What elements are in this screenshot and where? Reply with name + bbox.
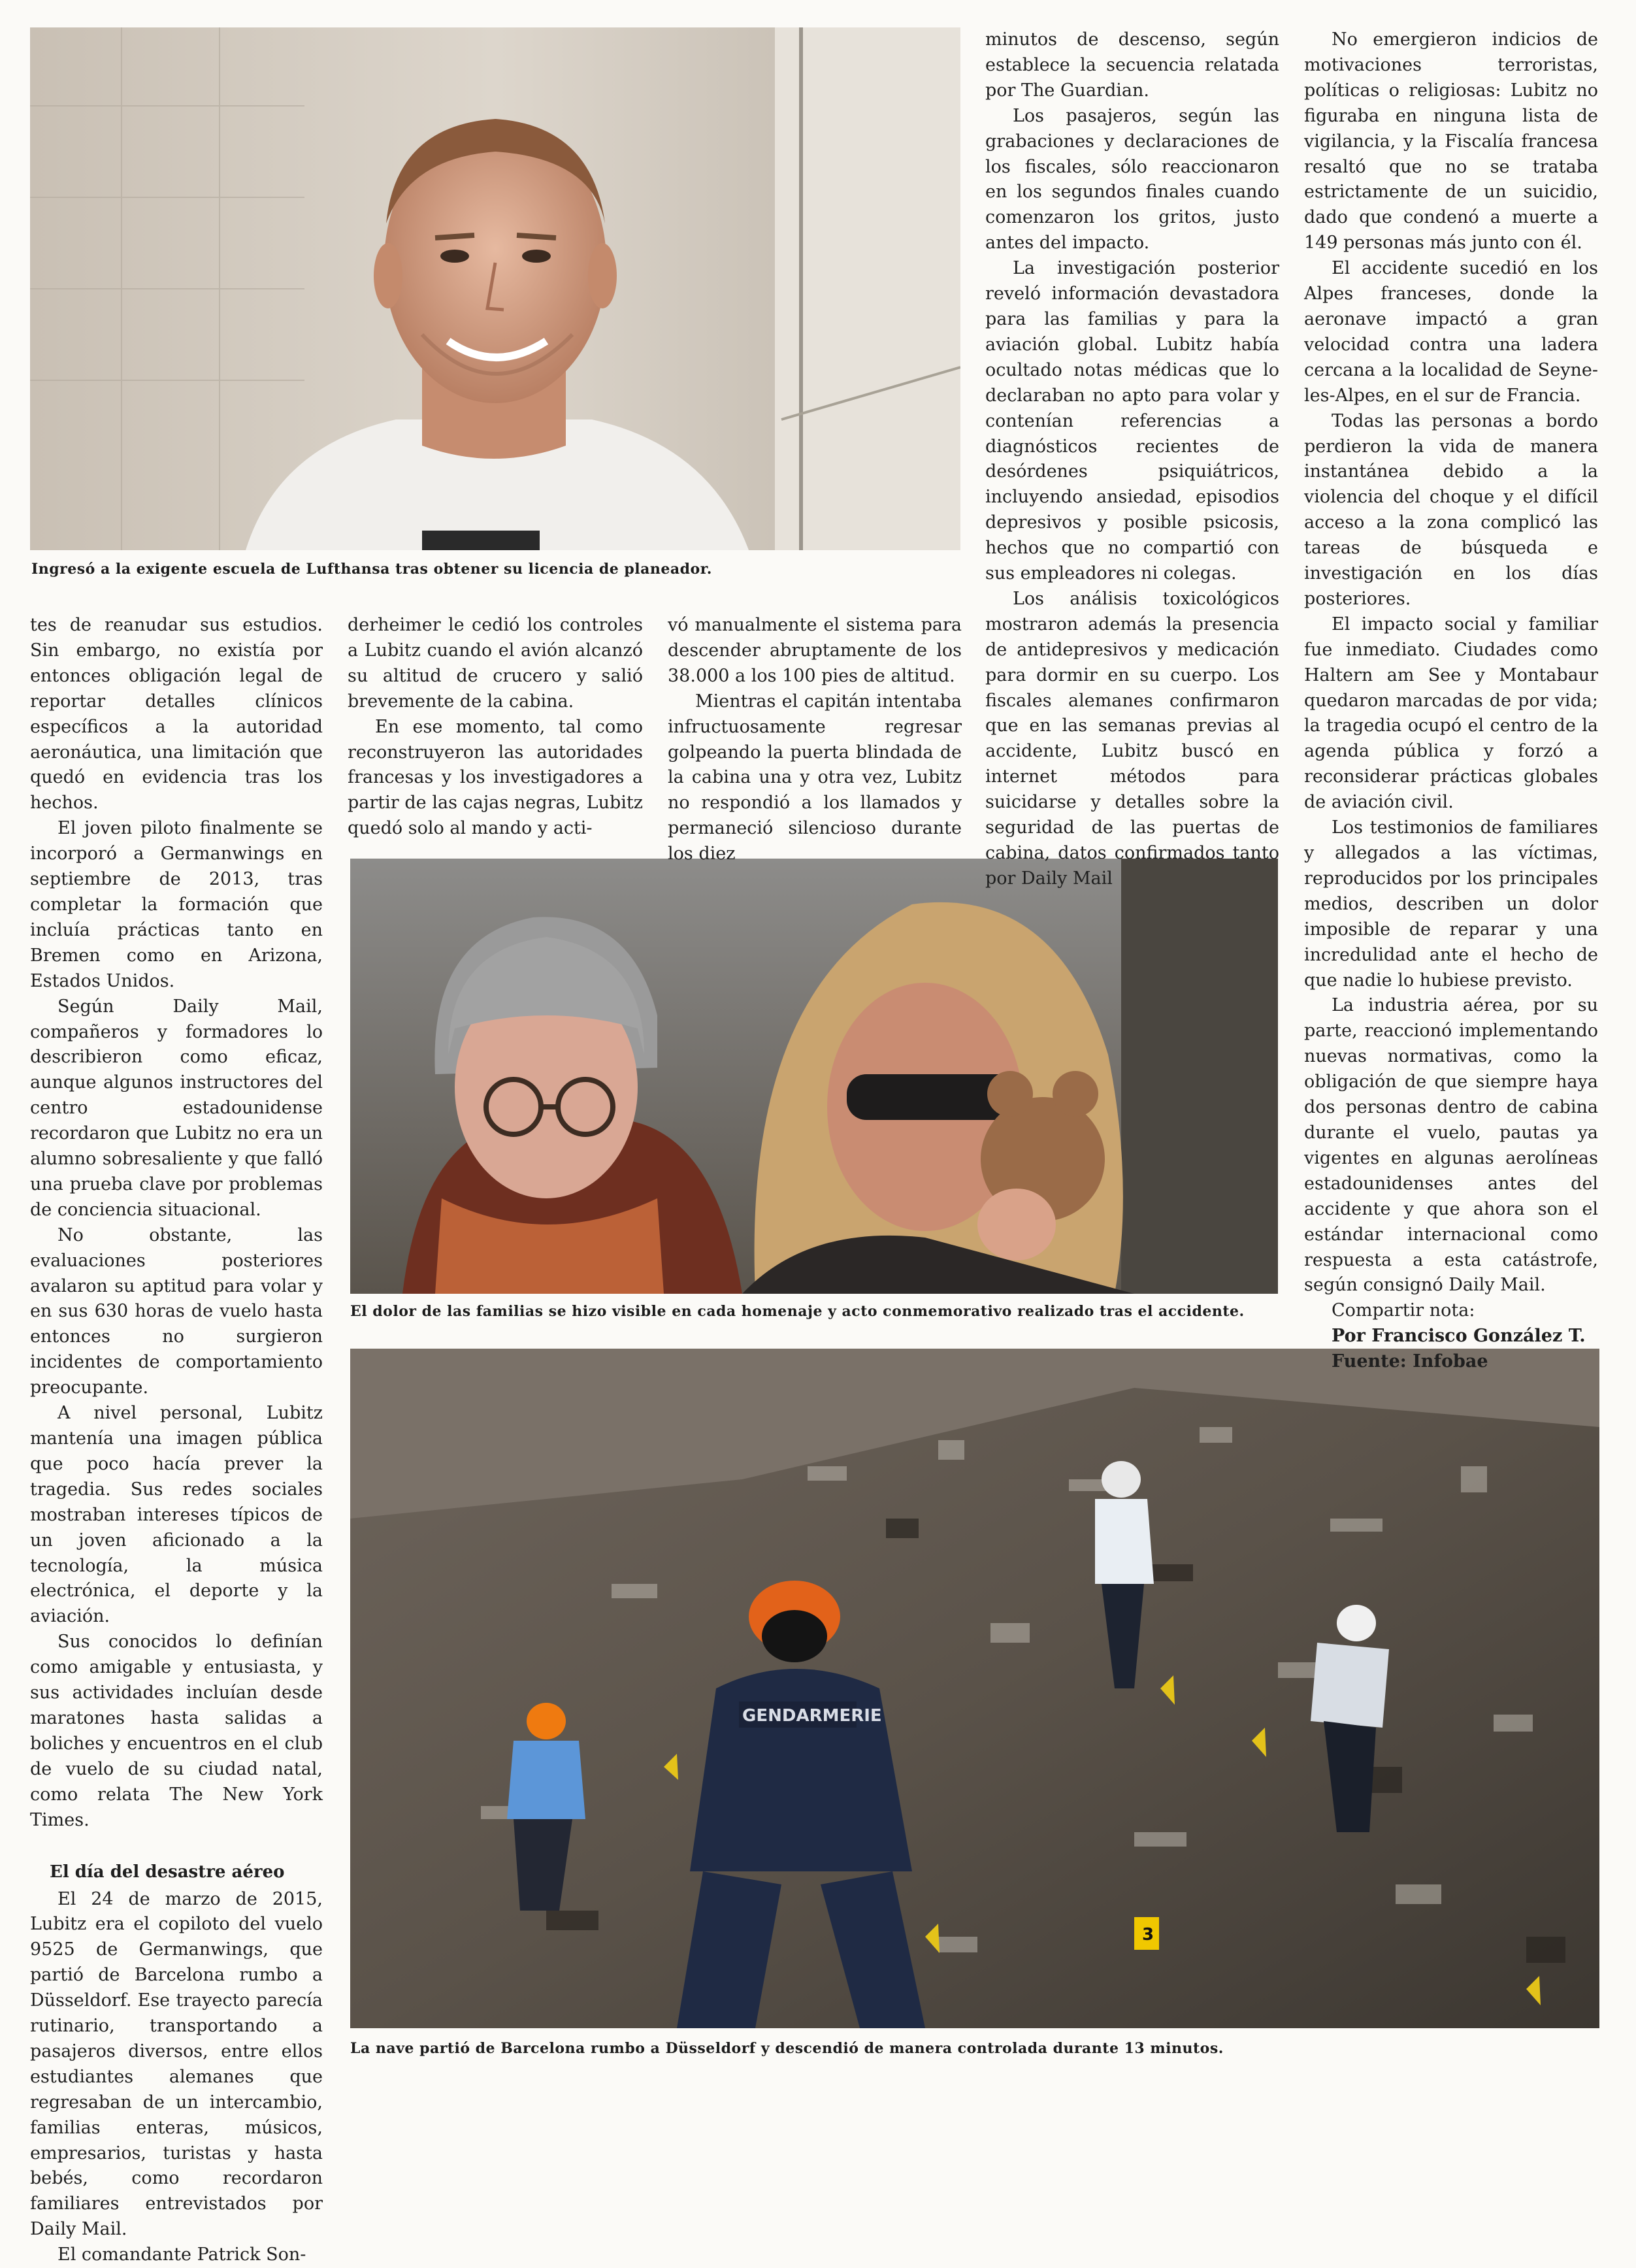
source-credit: Fuente: Infobae xyxy=(1332,1351,1488,1372)
photo-crash-site-caption: La nave partió de Barcelona rumbo a Düsseldorf y descendió de manera controlada durante 13 minutos. xyxy=(350,2040,1224,2057)
photo-portrait xyxy=(30,27,960,550)
paragraph: La investigación posterior reveló información devastadora para las familias y para la aviación global. Lubitz había ocultado notas médicas que lo declaraban no apto para volar y contenían referencias a diagnósticos recientes de desórdenes psiquiátricos, incluyendo ansiedad, episodios depresivos y posible psicosis, hechos que no compartió con sus empleadores ni colegas. xyxy=(985,258,1279,584)
paragraph: En ese momento, tal como reconstruyeron las autoridades francesas y los investigadores a partir de las cajas negras, Lubitz quedó solo al mando y acti- xyxy=(348,716,643,839)
gendarmerie-label: GENDARMERIE xyxy=(742,1706,882,1726)
paragraph: El 24 de marzo de 2015, Lubitz era el copiloto del vuelo 9525 de Germanwings, que partió de Barcelona rumbo a Düsseldorf. Ese trayecto parecía rutinario, transportando a pasajeros diversos, entre ellos estudiantes alemanes que regresaban de un intercambio, familias enteras, músicos, empresarios, turistas y hasta bebés, como recordaron familiares entrevistados por Daily Mail. xyxy=(30,1888,323,2240)
paragraph: Mientras el capitán intentaba infructuosamente regresar golpeando la puerta blindada de la cabina una y otra vez, Lubitz no respondió a los llamados y permaneció silencioso durante los diez xyxy=(668,691,962,864)
paragraph: No emergieron indicios de motivaciones terroristas, políticas o religiosas: Lubitz no figuraba en ninguna lista de vigilancia, y la Fiscalía francesa resaltó que no se trataba estrictamente de un suicidio, dado que condenó a muerte a 149 personas más junto con él. xyxy=(1304,29,1598,254)
paragraph: No obstante, las evaluaciones posteriores avalaron su aptitud para volar y en sus 630 horas de vuelo hasta entonces no surgieron incidentes de comportamiento preocupante. xyxy=(30,1224,323,1398)
photo-mourners xyxy=(350,859,1278,1294)
photo-mourners-caption: El dolor de las familias se hizo visible en cada homenaje y acto conmemorativo realizado tras el accidente. xyxy=(350,1303,1245,1320)
paragraph: vó manualmente el sistema para descender abruptamente de los 38.000 a los 100 pies de altitud. xyxy=(668,615,962,686)
article-column-3 xyxy=(668,613,962,867)
paragraph: El comandante Patrick Son- xyxy=(57,2244,306,2265)
paragraph: minutos de descenso, según establece la secuencia relatada por The Guardian. xyxy=(985,29,1279,101)
article-column-5 xyxy=(1304,27,1598,1375)
paragraph: A nivel personal, Lubitz mantenía una imagen pública que poco hacía prever la tragedia. Sus redes sociales mostraban intereses típicos de un joven aficionado a la tecnología, la música electrónica, el deporte y la aviación. xyxy=(30,1403,323,1627)
paragraph: Sus conocidos lo definían como amigable y entusiasta, y sus actividades incluían desde maratones hasta salidas a boliches y encuentros en el club de vuelo de su ciudad natal, como relata The New York Times. xyxy=(30,1632,323,1830)
section-heading: El día del desastre aéreo xyxy=(50,1862,285,1882)
photo-portrait-caption: Ingresó a la exigente escuela de Lufthansa tras obtener su licencia de planeador. xyxy=(31,561,712,578)
share-label[interactable]: Compartir nota: xyxy=(1332,1300,1475,1321)
paragraph: El accidente sucedió en los Alpes franceses, donde la aeronave impactó a gran velocidad contra una ladera cercana a la localidad de Seyne-les-Alpes, en el sur de Francia. xyxy=(1304,258,1598,406)
article-column-4 xyxy=(985,27,1279,892)
evidence-marker-label: 3 xyxy=(1142,1925,1154,1945)
paragraph: derheimer le cedió los controles a Lubitz cuando el avión alcanzó su altitud de crucero y salió brevemente de la cabina. xyxy=(348,615,643,712)
paragraph: El impacto social y familiar fue inmediato. Ciudades como Haltern am See y Montabaur quedaron marcadas de por vida; la tragedia ocupó el centro de la agenda pública y forzó a reconsiderar prácticas globales de aviación civil. xyxy=(1304,614,1598,813)
paragraph: tes de reanudar sus estudios. Sin embargo, no existía por entonces obligación legal de reportar detalles clínicos específicos a la autoridad aeronáutica, una limitación que quedó en evidencia tras los hechos. xyxy=(30,615,323,814)
paragraph: Los análisis toxicológicos mostraron además la presencia de antidepresivos y medicación para dormir en su cuerpo. Los fiscales alemanes confirmaron que en las semanas previas al accidente, Lubitz buscó en internet métodos para suicidarse y detalles sobre la seguridad de las puertas de cabina, datos confirmados tanto por Daily Mail xyxy=(985,588,1279,889)
photo-crash-site xyxy=(350,1349,1599,2028)
paragraph: Los testimonios de familiares y allegados a las víctimas, reproducidos por los principales medios, describen un dolor imposible de reparar y una incredulidad ante el hecho de que nadie lo hubiese previsto. xyxy=(1304,817,1598,991)
paragraph: Según Daily Mail, compañeros y formadores lo describieron como eficaz, aunque algunos instructores del centro estadounidense recordaron que Lubitz no era un alumno sobresaliente y que falló una prueba clave por problemas de conciencia situacional. xyxy=(30,996,323,1220)
author-byline: Por Francisco González T. xyxy=(1332,1326,1586,1347)
paragraph: La industria aérea, por su parte, reaccionó implementando nuevas normativas, como la obligación de que siempre haya dos personas dentro de cabina durante el vuelo, pautas ya vigentes en algunas aerolíneas estadounidenses antes del accidente y que ahora son el estándar internacional como respuesta a esta catástrofe, según consignó Daily Mail. xyxy=(1304,995,1598,1296)
paragraph: Todas las personas a bordo perdieron la vida de manera instantánea debido a la violencia del choque y el difícil acceso a la zona complicó las tareas de búsqueda e investigación en los días posteriores. xyxy=(1304,410,1598,609)
article-column-2 xyxy=(348,613,643,842)
paragraph: Los pasajeros, según las grabaciones y declaraciones de los fiscales, sólo reaccionaron en los segundos finales cuando comenzaron los gritos, justo antes del impacto. xyxy=(985,105,1279,254)
article-column-1 xyxy=(30,613,323,2268)
paragraph: El joven piloto finalmente se incorporó a Germanwings en septiembre de 2013, tras completar la formación que incluía prácticas tanto en Bremen como en Arizona, Estados Unidos. xyxy=(30,818,323,991)
